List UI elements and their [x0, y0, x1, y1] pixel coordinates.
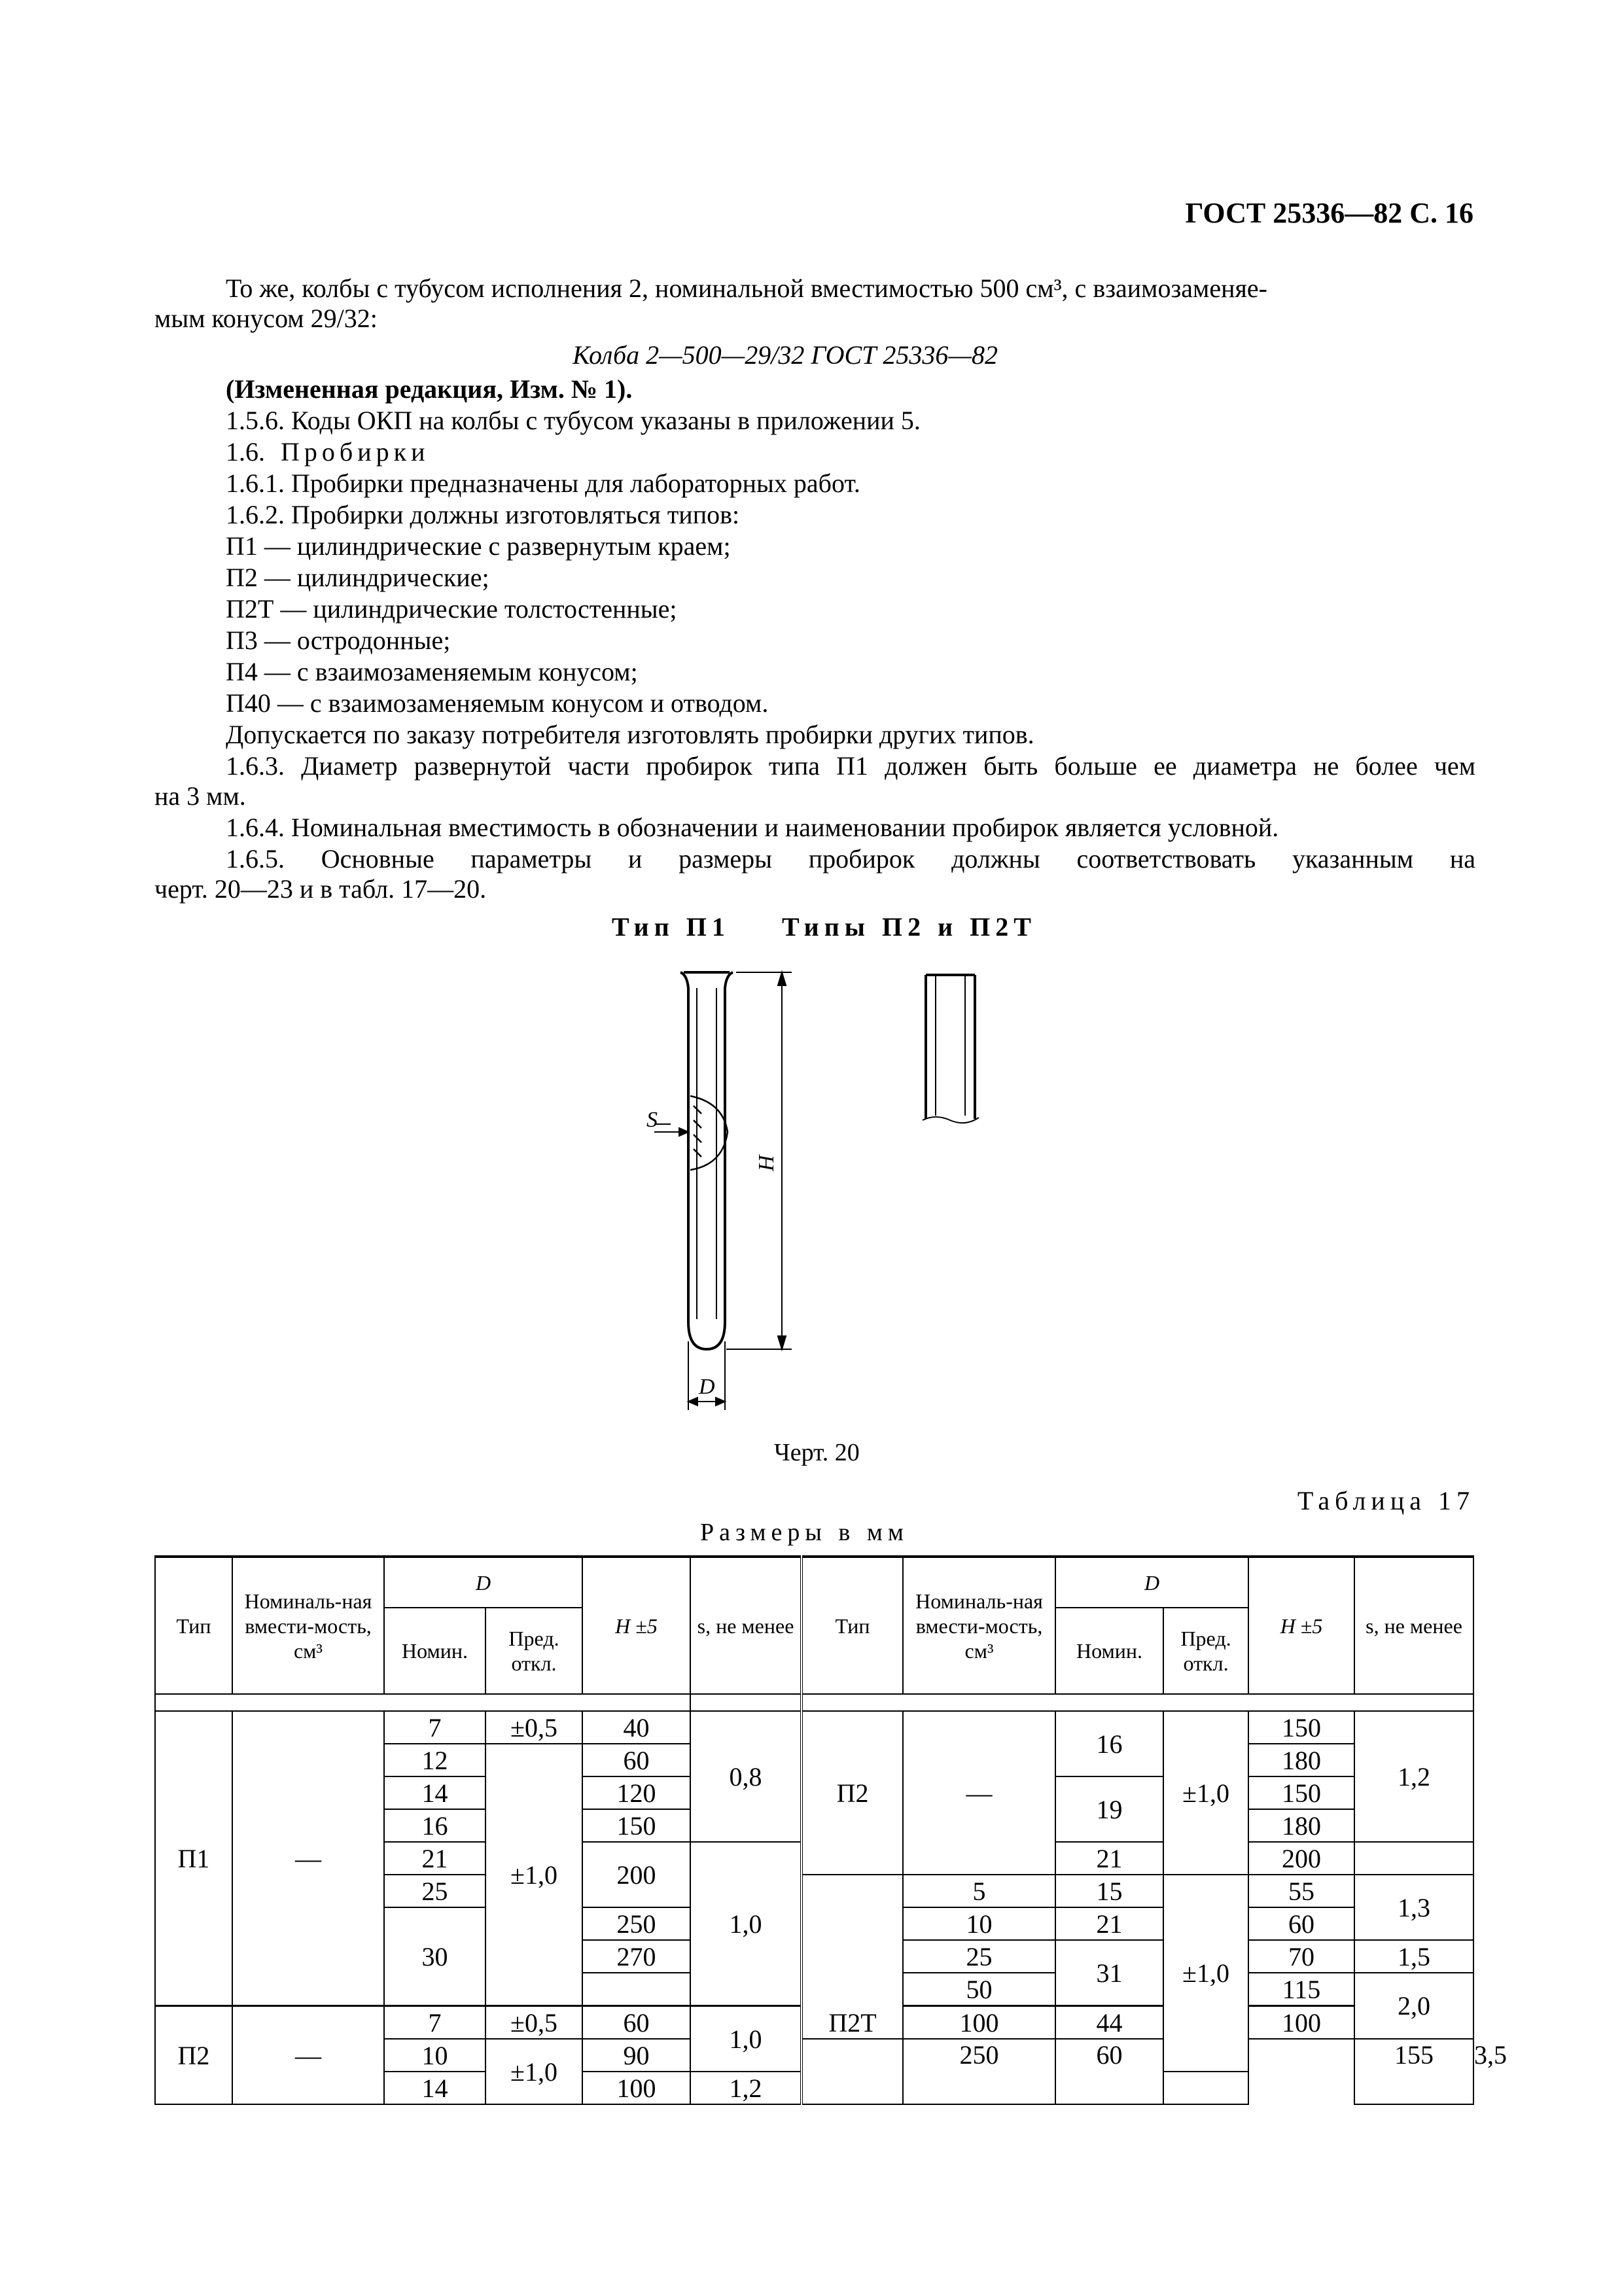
figure-title-left: Тип П1: [612, 912, 730, 942]
cell-d-nom: 60: [1055, 2039, 1163, 2104]
type-list-item: П40 — с взаимозаменяемым конусом и отводом.: [226, 688, 769, 718]
cell-dev-empty: [1163, 2072, 1248, 2104]
cell-d-nom: 16: [384, 1809, 485, 1842]
cell-s: 1,2: [1354, 1711, 1473, 1842]
cell-h: 200: [582, 1842, 690, 1907]
cell-h: 60: [1248, 1907, 1354, 1940]
page-header: ГОСТ 25336—82 С. 16: [1185, 197, 1473, 229]
cell-s: 1,2: [690, 2072, 802, 2104]
cell-h: 155: [1354, 2039, 1473, 2104]
cell-s: 1,0: [690, 1842, 802, 2006]
header-nom: Номин.: [1055, 1608, 1163, 1694]
paragraph-line: 1.6.4. Номинальная вместимость в обозначении и наименовании пробирок является условной.: [226, 813, 1279, 842]
cell-d-nom: 15: [1055, 1875, 1163, 1907]
cell-d-nom: 21: [1055, 1842, 1163, 1875]
amendment-note: (Измененная редакция, Изм. № 1).: [226, 374, 633, 404]
label-s: S: [646, 1108, 658, 1132]
cell-h: 60: [582, 2006, 690, 2040]
cell-dev-empty: [1248, 2039, 1354, 2072]
tube-p2-outline: [923, 975, 979, 1123]
cell-dev: ±0,5: [485, 1711, 582, 1744]
cell-capacity: 100: [903, 2006, 1055, 2040]
paragraph-line: 1.5.6. Коды ОКП на колбы с тубусом указаны в приложении 5.: [226, 406, 921, 435]
header-nom: Номин.: [384, 1608, 485, 1694]
label-h: H: [754, 1155, 779, 1171]
cell-type-empty: [802, 2039, 903, 2072]
type-list-item: П3 — остродонные;: [226, 626, 451, 655]
cell-d-nom: 7: [384, 1711, 485, 1744]
cell-h: 150: [1248, 1776, 1354, 1809]
cell-h: 180: [1248, 1809, 1354, 1842]
table-row: 10 ±1,0 90 250 60 155 3,5: [155, 2039, 1473, 2072]
header-s: s, не менее: [1354, 1557, 1473, 1694]
test-tube-drawing: [589, 949, 1047, 1446]
paragraph-line: Допускается по заказу потребителя изготовлять пробирки других типов.: [226, 720, 1034, 749]
cell-d-nom: 19: [1055, 1776, 1163, 1842]
cell-capacity: —: [232, 2006, 384, 2105]
header-dev: Пред. откл.: [485, 1608, 582, 1694]
cell-d-nom: 16: [1055, 1711, 1163, 1776]
figure-caption: Черт. 20: [774, 1439, 860, 1466]
header-capacity: Номиналь-ная вмести-мость, см³: [903, 1557, 1055, 1694]
section-title: Пробирки: [281, 437, 430, 467]
type-list-item: П2Т — цилиндрические толстостенные;: [226, 594, 677, 624]
cell-s: 1,3: [1354, 1875, 1473, 1940]
cell-d-nom: 12: [384, 1744, 485, 1776]
cell-d-nom: 31: [1055, 1940, 1163, 2006]
table-row: [155, 1711, 1473, 1744]
paragraph-line: 1.6.2. Пробирки должны изготовляться типов:: [226, 500, 740, 529]
type-list-item: П2 — цилиндрические;: [226, 563, 489, 592]
cell-d-nom: 14: [384, 2072, 485, 2104]
figure-title-right: Типы П2 и П2Т: [782, 912, 1036, 942]
cell-capacity: 10: [903, 1907, 1055, 1940]
paragraph-line: То же, колбы с тубусом исполнения 2, номинальной вместимостью 500 см³, с взаимозаменяе-: [226, 274, 1267, 303]
cell-h: 150: [582, 1809, 690, 1842]
table-17: [154, 1555, 1507, 2105]
type-list-item: П4 — с взаимозаменяемым конусом;: [226, 657, 638, 686]
cell-type: П2: [155, 2006, 232, 2105]
header-d: D: [384, 1557, 582, 1608]
cell-capacity: 250: [903, 2039, 1055, 2104]
cell-capacity: —: [903, 1711, 1055, 1875]
section-heading: [226, 437, 429, 467]
paragraph-line: мым конусом 29/32:: [154, 304, 378, 333]
cell-h: 70: [1248, 1940, 1354, 1973]
s-dimension: [654, 1124, 688, 1136]
cell-d-nom: 10: [384, 2039, 485, 2072]
header-d: D: [1055, 1557, 1248, 1608]
cell-s-empty: [1354, 1842, 1473, 1875]
cell-type: П2: [802, 1711, 903, 1875]
cell-h: 40: [582, 1711, 690, 1744]
cell-d-nom: 21: [1055, 1907, 1163, 1940]
cell-d-nom: 21: [384, 1842, 485, 1875]
designation: Колба 2—500—29/32 ГОСТ 25336—82: [573, 340, 998, 370]
label-d: D: [699, 1375, 715, 1399]
cell-h: 150: [1248, 1711, 1354, 1744]
cell-dev: ±1,0: [1163, 1711, 1248, 1875]
type-list-item: П1 — цилиндрические с развернутым краем;: [226, 531, 731, 561]
cell-capacity: 5: [903, 1875, 1055, 1907]
cell-h: 270: [582, 1940, 690, 1973]
cell-s: 1,5: [1354, 1940, 1473, 1973]
cell-h: 115: [1248, 1973, 1354, 2006]
cell-h: 120: [582, 1776, 690, 1809]
paragraph-line: 1.6.1. Пробирки предназначены для лабораторных работ.: [226, 468, 860, 498]
cell-dev: ±1,0: [485, 2039, 582, 2104]
cell-h: 250: [582, 1907, 690, 1940]
cell-d-nom: 7: [384, 2006, 485, 2040]
cell-dev: ±1,0: [1163, 1875, 1248, 2072]
header-type: Тип: [155, 1557, 232, 1694]
cell-s: 1,0: [690, 2006, 802, 2072]
table-subtitle: Размеры в мм: [700, 1519, 909, 1546]
cell-type: П1: [155, 1711, 232, 2006]
paragraph-line: на 3 мм.: [154, 781, 246, 811]
cell-dev: ±0,5: [485, 2006, 582, 2040]
cell-type: П2Т: [802, 1875, 903, 2039]
table-label: Таблица 17: [1297, 1486, 1475, 1515]
header-type: Тип: [802, 1557, 903, 1694]
header-s: s, не менее: [690, 1557, 802, 1694]
paragraph-line: черт. 20—23 и в табл. 17—20.: [154, 874, 487, 904]
cell-d-nom: 30: [384, 1907, 485, 2006]
paragraph-line: 1.6.5. Основные параметры и размеры пробирок должны соответствовать указанным на: [226, 844, 1475, 874]
cell-d-nom: 25: [384, 1875, 485, 1907]
cell-d-nom: 44: [1055, 2006, 1163, 2040]
cell-h: 200: [1248, 1842, 1354, 1875]
cell-s: 2,0: [1354, 1973, 1473, 2039]
cell-capacity: 25: [903, 1940, 1055, 1973]
cell-capacity: 50: [903, 1973, 1055, 2006]
cell-h: 60: [582, 1744, 690, 1776]
tube-p1-outline: [680, 972, 733, 1349]
header-h: H ±5: [1248, 1557, 1354, 1694]
cell-h: 100: [582, 2072, 690, 2104]
cell-s: 0,8: [690, 1711, 802, 1842]
cell-capacity: —: [232, 1711, 384, 2006]
cell-type-empty: [802, 2072, 903, 2104]
cell-h: 100: [1248, 2006, 1354, 2040]
cell-dev: ±1,0: [485, 1744, 582, 2006]
cell-h-empty: [582, 1973, 690, 2006]
cell-h: 180: [1248, 1744, 1354, 1776]
header-capacity: Номиналь-ная вмести-мость, см³: [232, 1557, 384, 1694]
header-dev: Пред. откл.: [1163, 1608, 1248, 1694]
wall-section-detail: [690, 1096, 728, 1170]
cell-h: 55: [1248, 1875, 1354, 1907]
cell-h: 90: [582, 2039, 690, 2072]
cell-d-nom: 14: [384, 1776, 485, 1809]
section-number: 1.6.: [226, 437, 265, 467]
header-h: H ±5: [582, 1557, 690, 1694]
paragraph-line: 1.6.3. Диаметр развернутой части пробирок типа П1 должен быть больше ее диаметра не более чем: [226, 751, 1475, 781]
